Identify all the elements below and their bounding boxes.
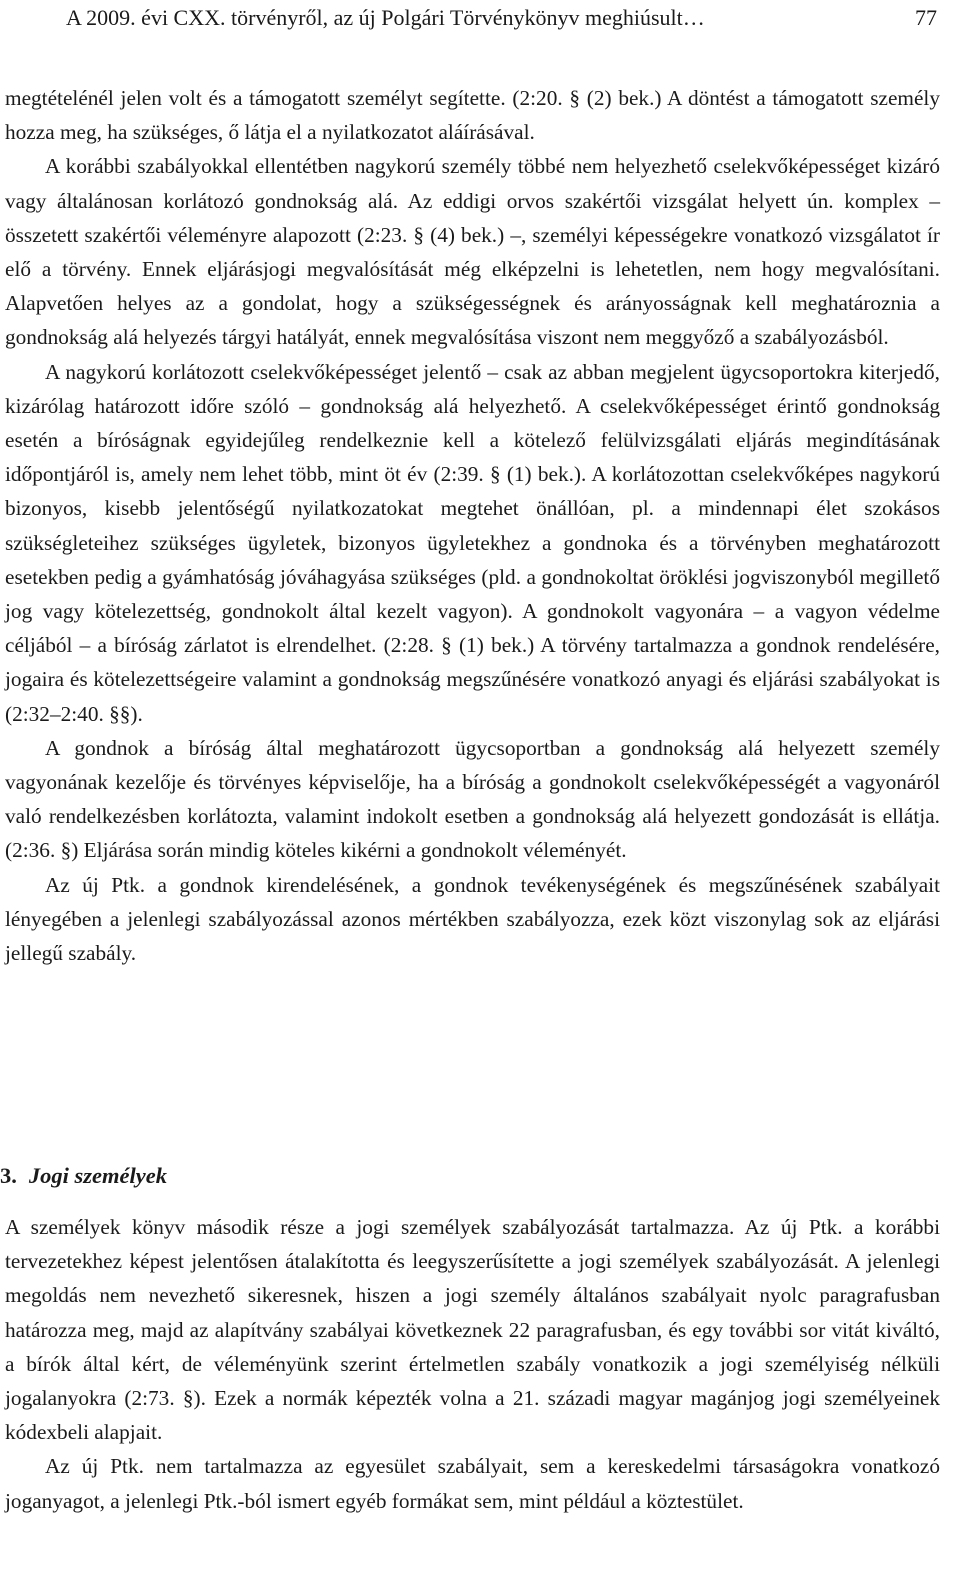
paragraph: A nagykorú korlátozott cselekvőképességet jelentő – csak az abban megjelent ügycsoportokra kiterjedő, kizárólag határozott időre szóló – gondnokság alá helyezhető. A cselekvőképességet érintő gondnokság esetén a bíróságnak egyidejűleg rendelkeznie kell a kötelező felülvizsgálati eljárás megindításának időpontjáról is, amely nem lehet több, mint öt év (2:39. § (1) bek.). A korlátozottan cselekvőképes nagykorú bizonyos, kisebb jelentőségű nyilatkozatokat megtehet önállóan, pl. a mindennapi élet szokásos szükségleteihez szükséges ügyletek, bizonyos ügyletekhez a gondnoka és a törvényben meghatározott esetekben pedig a gyámhatóság jóváhagyása szükséges (pld. a gondnokoltat öröklési jogviszonyból megillető jog vagy kötelezettség, gondnokolt által kezelt vagyon). A gondnokolt vagyonára – a vagyon védelme céljából – a bíróság zárlatot is elrendelhet. (2:28. § (1) bek.) A törvény tartalmazza a gondnok rendelésére, jogaira és kötelezettségeire valamint a gondnokság megszűnésére vonatkozó anyagi és eljárási szabályokat is (2:32–2:40. §§). — [5, 359, 940, 726]
body-text-top — [5, 81, 940, 970]
paragraph: Az új Ptk. nem tartalmazza az egyesület szabályait, sem a kereskedelmi társaságokra vonatkozó joganyagot, a jelenlegi Ptk.-ból ismert egyéb formákat sem, mint például a köztestület. — [5, 1454, 940, 1513]
paragraph: A gondnok a bíróság által meghatározott ügycsoportban a gondnokság alá helyezett személy vagyonának kezelője és törvényes képviselője, ha a bíróság a gondnokolt cselekvőképességét a vagyonáról való rendelkezésben korlátozta, valamint indokolt esetben a gondnokság alá helyezett gondozását is ellátja. (2:36. §) Eljárása során mindig köteles kikérni a gondnokolt véleményét. — [5, 735, 940, 863]
section-heading — [0, 1163, 935, 1189]
paragraph: A személyek könyv második része a jogi személyek szabályozását tartalmazza. Az új Ptk. a korábbi tervezetekhez képest jelentősen átalakította és leegyszerűsítette a jogi személyek szabályozását. A jelenlegi megoldás nem nevezhető sikeresnek, hiszen a jogi személy általános szabályait nyolc paragrafusban határozza meg, majd az alapítvány szabályai következnek 22 paragrafusban, és egy további sor vitát kiváltó, a bírók által kért, de véleményünk szerint értelmetlen szabály vonatkozik a jogi személyiség nélküli jogalanyokra (2:73. §). Ezek a normák képezték volna a 21. századi magyar magánjog jogi személyeinek kódexbeli alapjait. — [5, 1215, 940, 1445]
paragraph: Az új Ptk. a gondnok kirendelésének, a gondnok tevékenységének és megszűnésének szabályait lényegében a jelenlegi szabályozással azonos mértékben szabályozza, ezek közt viszonylag sok az eljárási jellegű szabály. — [5, 872, 940, 966]
paragraph: A korábbi szabályokkal ellentétben nagykorú személy többé nem helyezhető cselekvőképességet kizáró vagy általánosan korlátozó gondnokság alá. Az eddigi orvos szakértői vizsgálat helyett ún. komplex – összetett szakértői véleményre alapozott (2:23. § (4) bek.) –, személyi képességekre vonatkozó vizsgálatot ír elő a törvény. Ennek eljárásjogi megvalósítását még elképzelni is lehetetlen, nem hogy megvalósítani. Alapvetően helyes az a gondolat, hogy a szükségességnek és arányosságnak kell meghatároznia a gondnokság alá helyezés tárgyi hatályát, ennek megvalósítása viszont nem meggyőző a szabályozásból. — [5, 154, 940, 350]
section-number: 3. — [0, 1163, 17, 1188]
section-title: Jogi személyek — [28, 1163, 167, 1188]
paragraph: megtételénél jelen volt és a támogatott személyt segítette. (2:20. § (2) bek.) A döntést a támogatott személy hozza meg, ha szükséges, ő látja el a nyilatkozatot aláírásával. — [5, 86, 940, 145]
page-number: 77 — [915, 5, 937, 30]
running-header-title: A 2009. évi CXX. törvényről, az új Polgári Törvénykönyv meghiúsult… — [66, 5, 705, 30]
body-text-bottom — [5, 1210, 940, 1518]
running-header — [0, 0, 945, 40]
